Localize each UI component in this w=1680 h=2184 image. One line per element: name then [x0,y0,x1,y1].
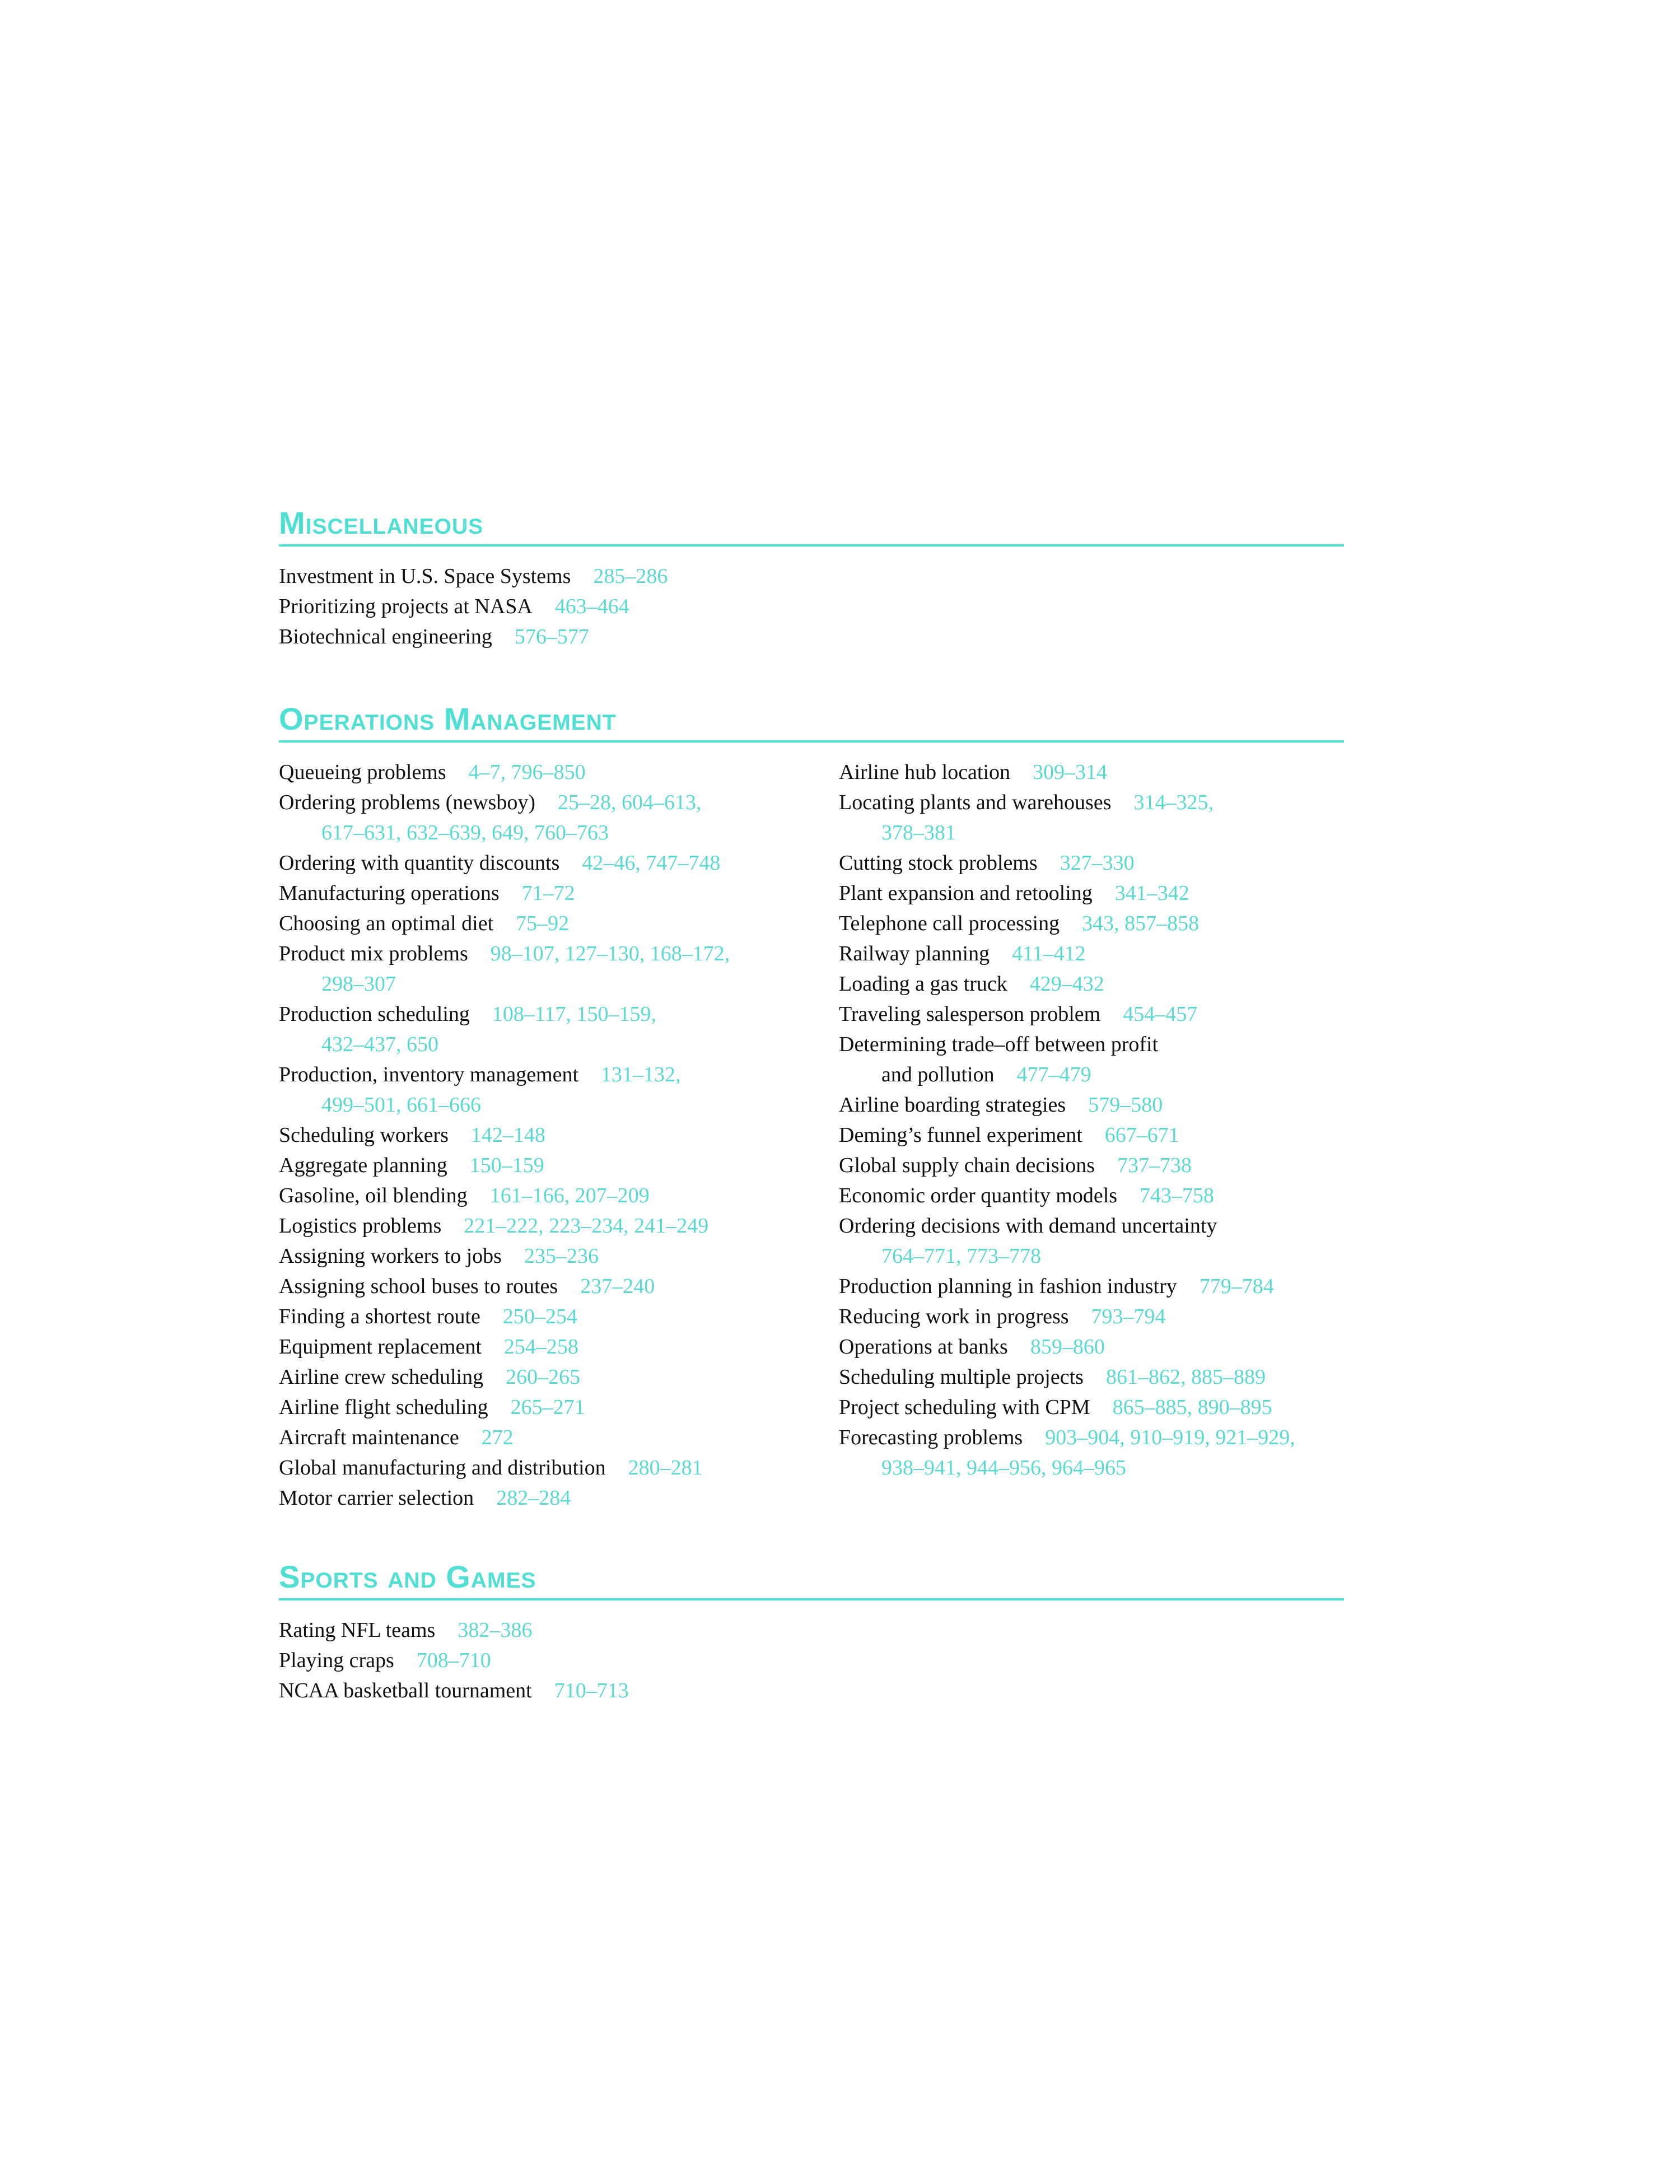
entry-label: Ordering with quantity discounts [279,851,560,875]
entry-label: Project scheduling with CPM [839,1396,1090,1419]
entry-label: Production planning in fashion industry [839,1275,1177,1298]
index-entry [839,999,1344,1029]
entry-label: Deming’s funnel experiment [839,1123,1082,1147]
entry-label: Biotechnical engineering [279,625,492,648]
entry-continuation [839,1453,1344,1483]
entry-label: Choosing an optimal diet [279,912,494,935]
entry-pages: 429–432 [1029,972,1104,996]
index-entry [279,1332,839,1362]
entry-label: Airline boarding strategies [839,1093,1066,1117]
index-entry [279,1211,839,1241]
index-entry [839,1150,1344,1180]
entry-label: Forecasting problems [839,1426,1023,1449]
entry-pages: 42–46, 747–748 [582,851,721,875]
index-entry [279,1676,839,1706]
entry-continuation-pages: 617–631, 632–639, 649, 760–763 [321,821,609,844]
index-entry [839,1271,1344,1301]
entry-pages: 708–710 [416,1649,491,1672]
index-column [279,561,839,652]
entry-pages: 737–738 [1117,1154,1192,1177]
index-entry [839,1422,1344,1483]
entry-label: Ordering decisions with demand uncertainty [839,1214,1217,1238]
entry-label: Operations at banks [839,1335,1008,1359]
entry-pages: 108–117, 150–159, [492,1002,656,1026]
index-entry [839,1301,1344,1332]
entry-label: Global supply chain decisions [839,1154,1095,1177]
index-entry [279,1422,839,1453]
index-entry [279,1180,839,1211]
index-entry [839,939,1344,969]
entry-label: Queueing problems [279,760,446,784]
index-column [839,757,1344,1513]
entry-label: Production, inventory management [279,1063,579,1086]
entry-pages: 743–758 [1140,1184,1215,1207]
entry-list [279,1615,1344,1706]
entry-pages: 411–412 [1012,942,1086,965]
entry-continuation [279,1090,839,1120]
entry-label: Cutting stock problems [839,851,1038,875]
entry-label: Prioritizing projects at NASA [279,595,533,618]
entry-label: Economic order quantity models [839,1184,1118,1207]
entry-label: Airline flight scheduling [279,1396,488,1419]
entry-label: Equipment replacement [279,1335,482,1359]
entry-pages: 865–885, 890–895 [1112,1396,1272,1419]
index-entry [279,1392,839,1422]
section-heading: Miscellaneous [279,506,1344,547]
index-entry [279,908,839,939]
entry-continuation-pages: 432–437, 650 [321,1033,438,1056]
index-entry [279,878,839,908]
entry-pages: 221–222, 223–234, 241–249 [464,1214,709,1238]
entry-label: Telephone call processing [839,912,1060,935]
entry-label: Manufacturing operations [279,881,500,905]
entry-pages: 161–166, 207–209 [489,1184,650,1207]
entry-pages: 382–386 [458,1618,533,1642]
index-entry [279,622,839,652]
entry-continuation-pages: 477–479 [1016,1063,1091,1086]
index-entry [279,561,839,591]
entry-label: Scheduling workers [279,1123,449,1147]
entry-pages: 142–148 [470,1123,545,1147]
index-entry [279,1241,839,1271]
entry-continuation [279,818,839,848]
index-entry [279,939,839,999]
entry-pages: 150–159 [469,1154,544,1177]
entry-label: Scheduling multiple projects [839,1365,1084,1389]
entry-pages: 309–314 [1033,760,1108,784]
entry-pages: 75–92 [516,912,570,935]
entry-continuation [839,1060,1344,1090]
entry-pages: 576–577 [514,625,589,648]
entry-continuation-pages: 938–941, 944–956, 964–965 [881,1456,1126,1480]
entry-continuation-pages: 499–501, 661–666 [321,1093,481,1117]
entry-pages: 254–258 [503,1335,578,1359]
section-heading: Sports and Games [279,1560,1344,1600]
entry-list [279,561,1344,652]
index-entry [279,787,839,848]
entry-pages: 25–28, 604–613, [558,791,702,814]
entry-pages: 237–240 [580,1275,655,1298]
index-entry [279,1483,839,1513]
section-operations-management [279,702,1344,1513]
entry-label: Plant expansion and retooling [839,881,1093,905]
entry-label: Ordering problems (newsboy) [279,791,536,814]
index-entry [839,1029,1344,1090]
entry-pages: 260–265 [506,1365,581,1389]
entry-pages: 327–330 [1060,851,1135,875]
index-entry [839,908,1344,939]
entry-label: Assigning school buses to routes [279,1275,558,1298]
entry-pages: 861–862, 885–889 [1105,1365,1266,1389]
entry-pages: 282–284 [496,1486,571,1510]
index-entry [279,1150,839,1180]
entry-label: Railway planning [839,942,990,965]
entry-continuation-pages: 378–381 [881,821,956,844]
entry-pages: 463–464 [554,595,629,618]
entry-label: Logistics problems [279,1214,442,1238]
index-entry [839,1211,1344,1271]
index-entry [279,999,839,1060]
entry-pages: 265–271 [510,1396,585,1419]
entry-label: Rating NFL teams [279,1618,436,1642]
entry-pages: 250–254 [502,1305,577,1328]
entry-continuation [839,818,1344,848]
entry-pages: 4–7, 796–850 [468,760,586,784]
entry-pages: 71–72 [521,881,575,905]
section-heading: Operations Management [279,702,1344,743]
index-entry [839,969,1344,999]
index-entry [839,1090,1344,1120]
entry-label: Product mix problems [279,942,468,965]
index-entry [839,1120,1344,1150]
entry-label: Assigning workers to jobs [279,1244,502,1268]
index-entry [279,1060,839,1120]
entry-label: NCAA basketball tournament [279,1679,532,1702]
entry-continuation [279,969,839,999]
index-entry [279,848,839,878]
entry-continuation [839,1241,1344,1271]
entry-pages: 98–107, 127–130, 168–172, [490,942,730,965]
entry-label: Reducing work in progress [839,1305,1069,1328]
entry-label: Motor carrier selection [279,1486,474,1510]
index-entry [279,1362,839,1392]
entry-label: Determining trade–off between profit [839,1033,1159,1056]
index-entry [279,1301,839,1332]
entry-label: Locating plants and warehouses [839,791,1112,814]
index-column [279,757,839,1513]
index-entry [839,1180,1344,1211]
section-sports-and-games [279,1560,1344,1706]
entry-pages: 667–671 [1104,1123,1179,1147]
entry-label: Aggregate planning [279,1154,447,1177]
entry-pages: 314–325, [1133,791,1214,814]
entry-continuation-pages: 764–771, 773–778 [881,1244,1041,1268]
entry-continuation-pages: 298–307 [321,972,396,996]
index-entry [279,1120,839,1150]
entry-pages: 579–580 [1088,1093,1163,1117]
index-entry [839,1392,1344,1422]
entry-continuation [279,1029,839,1060]
index-entry [279,1271,839,1301]
index-entry [839,787,1344,848]
index-entry [279,591,839,622]
index-column [279,1615,839,1706]
entry-pages: 793–794 [1091,1305,1166,1328]
entry-label: Aircraft maintenance [279,1426,459,1449]
index-entry [279,757,839,787]
entry-pages: 903–904, 910–919, 921–929, [1045,1426,1295,1449]
entry-pages: 235–236 [524,1244,599,1268]
entry-pages: 343, 857–858 [1082,912,1200,935]
entry-list [279,757,1344,1513]
entry-pages: 454–457 [1123,1002,1198,1026]
index-entry [839,1362,1344,1392]
entry-pages: 341–342 [1114,881,1189,905]
entry-label: Loading a gas truck [839,972,1007,996]
index-entry [839,878,1344,908]
index-entry [839,1332,1344,1362]
entry-label: Airline crew scheduling [279,1365,484,1389]
entry-pages: 710–713 [554,1679,629,1702]
entry-pages: 779–784 [1199,1275,1274,1298]
index-entry [279,1615,839,1645]
entry-continuation-label: and pollution [881,1063,995,1086]
index-entry [839,757,1344,787]
entry-label: Airline hub location [839,760,1011,784]
entry-label: Finding a shortest route [279,1305,480,1328]
entry-label: Gasoline, oil blending [279,1184,468,1207]
entry-pages: 131–132, [601,1063,681,1086]
entry-label: Traveling salesperson problem [839,1002,1101,1026]
entry-pages: 280–281 [628,1456,703,1480]
index-entry [279,1645,839,1676]
entry-pages: 285–286 [593,564,668,588]
entry-label: Production scheduling [279,1002,470,1026]
entry-pages: 272 [481,1426,514,1449]
entry-label: Investment in U.S. Space Systems [279,564,571,588]
entry-pages: 859–860 [1030,1335,1105,1359]
entry-label: Playing craps [279,1649,394,1672]
entry-label: Global manufacturing and distribution [279,1456,606,1480]
index-entry [839,848,1344,878]
section-miscellaneous [279,506,1344,652]
index-entry [279,1453,839,1483]
